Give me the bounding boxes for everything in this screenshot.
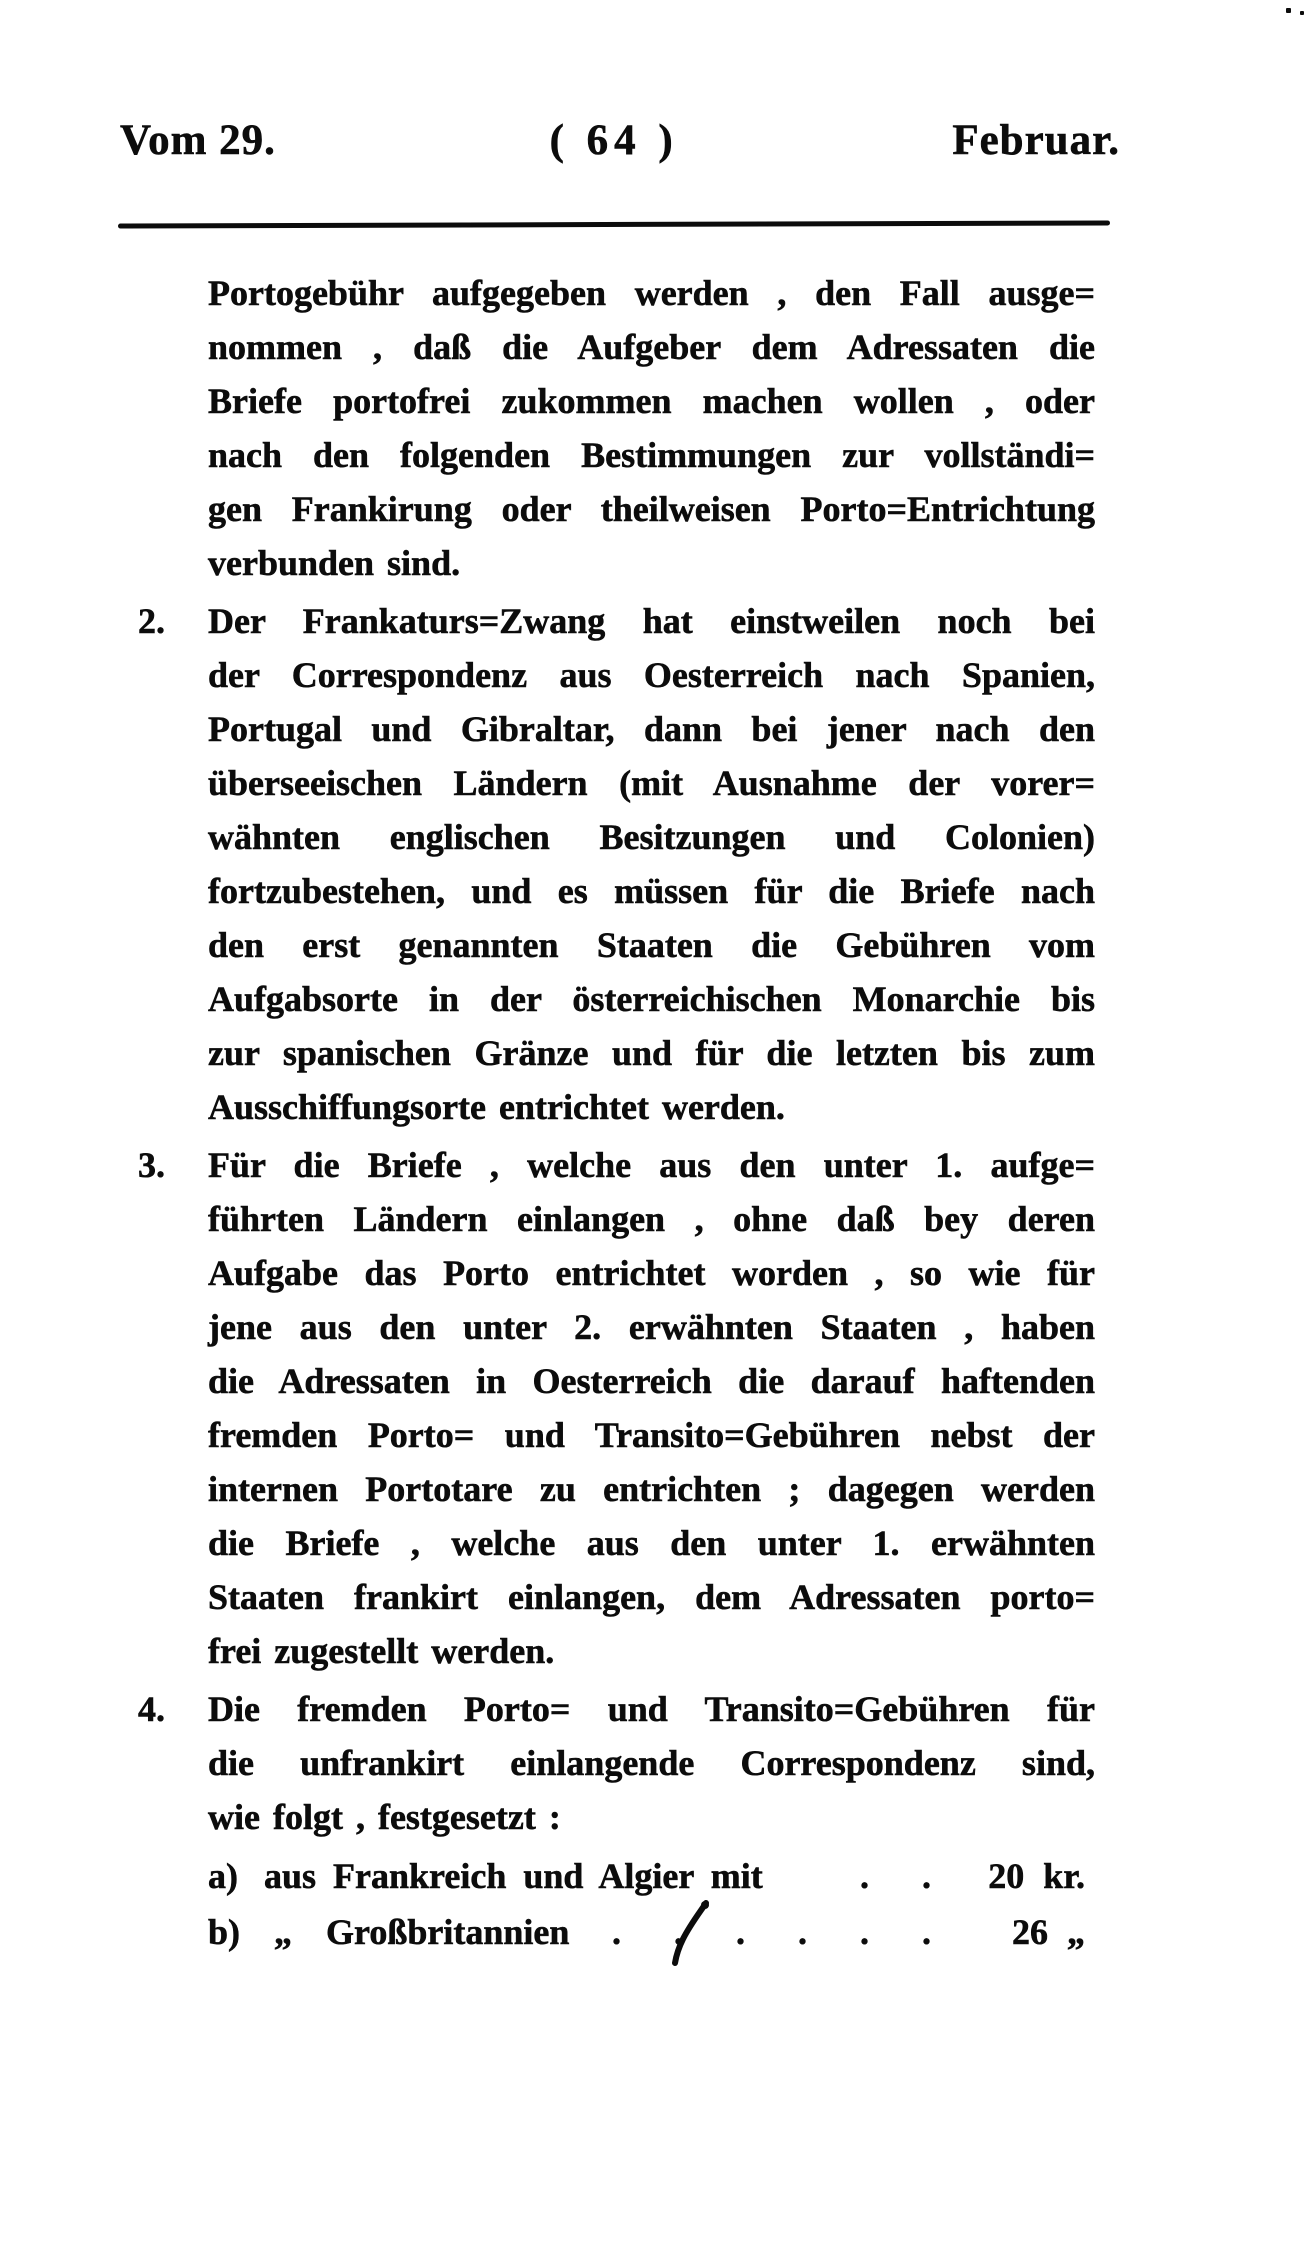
dot-leader: . . <box>860 1856 931 1896</box>
text-line: Portugal und Gibraltar, dann bei jener nach den <box>208 709 1095 749</box>
text-line: fortzubestehen, und es müssen für die Briefe nach <box>208 871 1095 911</box>
rate-item-value: 20 kr. <box>988 1856 1085 1896</box>
text-line: nommen , daß die Aufgeber dem Adressaten die <box>208 327 1095 367</box>
text-line: Aufgabsorte in der österreichischen Monarchie bis <box>208 979 1095 1019</box>
text-line: den erst genannten Staaten die Gebühren vom <box>208 925 1095 965</box>
page-body <box>138 262 1095 1960</box>
dot-leader: . . . . . . <box>612 1912 931 1952</box>
text-line: Die fremden Porto= und Transito=Gebühren für <box>208 1689 1095 1729</box>
text-line: fremden Porto= und Transito=Gebühren nebst der <box>208 1415 1095 1455</box>
text-line: Der Frankaturs=Zwang hat einstweilen noch bei <box>208 601 1095 641</box>
scan-speck <box>1300 11 1304 15</box>
text-line: die unfrankirt einlangende Correspondenz sind, <box>208 1743 1095 1783</box>
text-line: nach den folgenden Bestimmungen zur vollständi= <box>208 435 1095 475</box>
text-line: führten Ländern einlangen , ohne daß bey deren <box>208 1199 1095 1239</box>
rate-item-text: Großbritannien <box>326 1912 570 1952</box>
paragraph-number: 3. <box>138 1145 165 1185</box>
scan-speck <box>1286 8 1291 13</box>
text-line: internen Portotare zu entrichten ; dagegen werden <box>208 1469 1095 1509</box>
page-number: ( 64 ) <box>549 117 679 164</box>
text-line: die Adressaten in Oesterreich die darauf haftenden <box>208 1361 1095 1401</box>
text-line: der Correspondenz aus Oesterreich nach Spanien, <box>208 655 1095 695</box>
text-line: frei zugestellt werden. <box>208 1631 555 1671</box>
text-line: Briefe portofrei zukommen machen wollen , oder <box>208 381 1095 421</box>
rate-list <box>208 1848 1095 1960</box>
text-line: Portogebühr aufgegeben werden , den Fall ausge= <box>208 273 1095 313</box>
paragraph-3 <box>138 1138 1095 1678</box>
header-date: Vom 29. <box>120 117 276 164</box>
rate-item-text: aus Frankreich und Algier mit <box>264 1856 763 1896</box>
text-line: die Briefe , welche aus den unter 1. erwähnten <box>208 1523 1095 1563</box>
text-line: Staaten frankirt einlangen, dem Adressaten porto= <box>208 1577 1095 1617</box>
text-line: zur spanischen Gränze und für die letzten bis zum <box>208 1033 1095 1073</box>
paragraph-number: 4. <box>138 1689 165 1729</box>
paragraph-continuation <box>208 266 1095 590</box>
ink-stroke-artifact <box>664 1898 714 1970</box>
text-line: Für die Briefe , welche aus den unter 1. aufge= <box>208 1145 1095 1185</box>
rate-item-ditto: „ <box>274 1912 292 1952</box>
text-line: jene aus den unter 2. erwähnten Staaten , haben <box>208 1307 1095 1347</box>
paragraph-2 <box>138 594 1095 1134</box>
text-line: gen Frankirung oder theilweisen Porto=Entrichtung <box>208 489 1095 529</box>
rate-item-a <box>208 1848 1095 1904</box>
text-line: wie folgt , festgesetzt : <box>208 1797 561 1837</box>
paragraph-number: 2. <box>138 601 165 641</box>
text-line: verbunden sind. <box>208 543 461 583</box>
header-divider-rule <box>118 220 1110 228</box>
text-line: wähnten englischen Besitzungen und Colonien) <box>208 817 1095 857</box>
rate-item-value: 26 „ <box>1012 1912 1085 1952</box>
text-line: Ausschiffungsorte entrichtet werden. <box>208 1087 785 1127</box>
paragraph-4 <box>138 1682 1095 1844</box>
rate-item-label: b) <box>208 1912 241 1952</box>
text-line: Aufgabe das Porto entrichtet worden , so wie für <box>208 1253 1095 1293</box>
text-line: überseeischen Ländern (mit Ausnahme der vorer= <box>208 763 1095 803</box>
rate-item-label: a) <box>208 1856 238 1896</box>
header-month: Februar. <box>952 117 1120 164</box>
page-header <box>120 116 1120 166</box>
rate-item-b <box>208 1904 1095 1960</box>
